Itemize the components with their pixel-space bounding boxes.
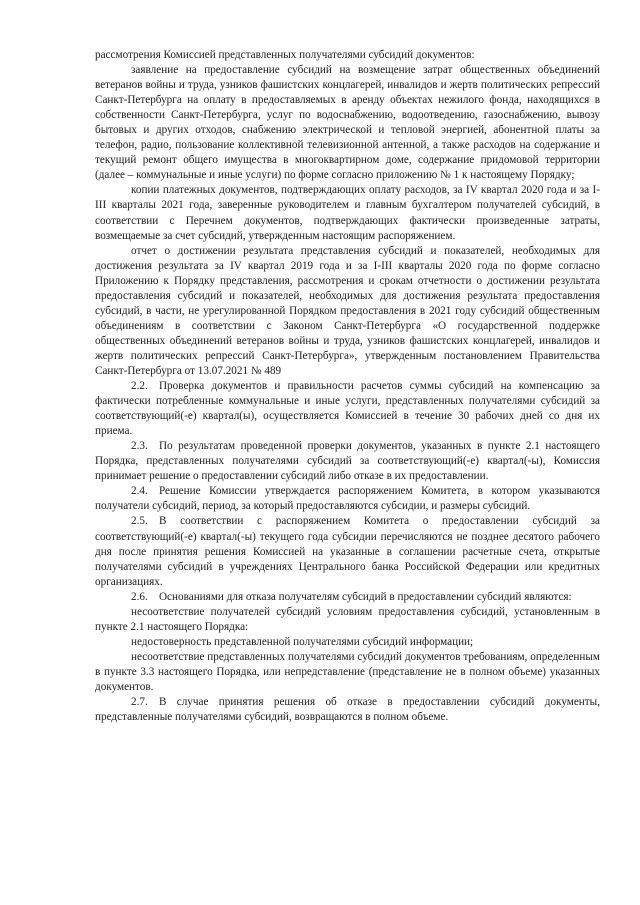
paragraph-2-3: 2.3. По результатам проведенной проверки документов, указанных в пункте 2.1 настоящего Порядка, представленных получателями субсидий за соответствующий(-е) квартал(-ы), Комиссия принимает решение о предоставлении субсидий либо отказе в их предоставлении. <box>95 440 600 483</box>
paragraph-refusal-nonconformity: несоответствие получателей субсидий условиям предоставления субсидий, установленным в пункте 2.1 настоящего Порядка: <box>95 605 600 633</box>
paragraph-2-2: 2.2. Проверка документов и правильности расчетов суммы субсидий на компенсацию за фактически потребленные коммунальные и иные услуги, представленных получателями субсидий за соответствующий(-е) квартал(ы), осуществляется Комиссией в течение 30 рабочих дней со дня их приема. <box>95 380 600 438</box>
paragraph-application: заявление на предоставление субсидий на возмещение затрат общественных объединений ветеранов войны и труда, узников фашистских концлагерей, инвалидов и жертв политических репрессий Санкт-Петербурга на оплату в предоставляемых в аренду объектах нежилого фонда, находящихся в собственности Санкт-Петербурга, услуг по водоснабжению, водоотведению, газоснабжению, вывозу бытовых и других отходов, снабжению электрической и тепловой энергией, абонентной платы за телефон, радио, пользование коллективной телевизионной антенной, а также расходов на содержание и текущий ремонт общего имущества в многоквартирном доме, содержание придомовой территории (далее – коммунальные и иные услуги) по форме согласно приложению № 1 к настоящему Порядку; <box>95 64 600 182</box>
paragraph-2-6: 2.6. Основаниями для отказа получателям субсидий в предоставлении субсидий являются: <box>131 590 572 603</box>
paragraph-2-5: 2.5. В соответствии с распоряжением Комитета о предоставлении субсидий за соответствующий(-е) квартал(-ы) текущего года субсидии перечисляются не позднее десятого рабочего дня после принятия решения Комиссией на указанные в соглашении расчетные счета, открытые получателями субсидий в учреждениях Центрального банка Российской Федерации или кредитных организациях. <box>95 515 600 588</box>
paragraph-refusal-documents: несоответствие представленных получателями субсидий документов требованиям, определенным в пункте 3.3 настоящего Порядка, или непредставление (представление не в полном объеме) указанных документов. <box>95 650 600 693</box>
paragraph-payment-copies: копии платежных документов, подтверждающих оплату расходов, за IV квартал 2020 года и за I-III кварталы 2021 года, заверенные руководителем и главным бухгалтером получателей субсидий, в соответствии с Перечнем документов, подтверждающих фактически произведенные затраты, возмещаемые за счет субсидий, утвержденным настоящим распоряжением. <box>95 184 600 242</box>
paragraph-report: отчет о достижении результата представления субсидий и показателей, необходимых для достижения результата за IV квартал 2019 года и за I-III кварталы 2020 года по форме согласно Приложению к Порядку представления, рассмотрения и срокам отчетности о достижении результата предоставления субсидий и показателей, необходимых для достижения результата предоставления субсидий, в части, не урегулированной Порядком предоставления в 2021 году субсидий общественным объединениям в соответствии с Законом Санкт-Петербурга «О государственной поддержке общественных объединений ветеранов войны и труда, узников фашистских концлагерей, инвалидов и жертв политических репрессий Санкт-Петербурга», утвержденным постановлением Правительства Санкт-Петербурга от 13.07.2021 № 489 <box>95 244 600 377</box>
paragraph-2-7: 2.7. В случае принятия решения об отказе в предоставлении субсидий документы, представленные получателями субсидий, возвращаются в полном объеме. <box>95 696 600 724</box>
paragraph-refusal-unreliable: недостоверность представленной получателями субсидий информации; <box>131 635 474 648</box>
document-page <box>95 48 600 725</box>
paragraph-intro: рассмотрения Комиссией представленных получателями субсидий документов: <box>95 49 475 61</box>
paragraph-2-4: 2.4. Решение Комиссии утверждается распоряжением Комитета, в котором указываются получатели субсидий, период, за который предоставляются субсидии, и размеры субсидий. <box>95 485 600 513</box>
